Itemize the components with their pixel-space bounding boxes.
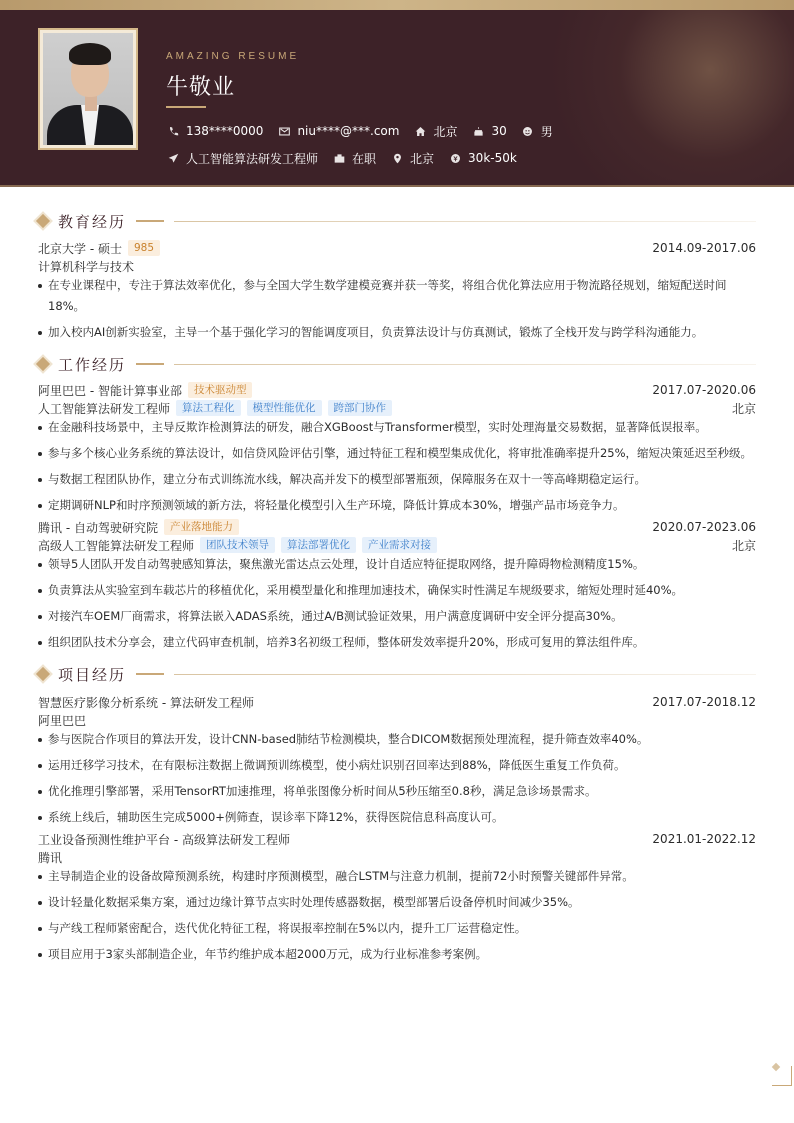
target-city-item: [390, 150, 434, 167]
list-item: 参与多个核心业务系统的算法设计，如信贷风险评估引擎，通过特征工程和模型集成优化，将审批准确率提升25%，缩短决策延迟至秒级。: [38, 443, 756, 464]
title-long-rule: [174, 674, 756, 675]
resume-header: [0, 10, 794, 187]
work-sub: [38, 536, 756, 554]
project-head: [38, 830, 756, 848]
brand-label: AMAZING RESUME: [166, 51, 300, 62]
work-date: 2020.07-2023.06: [652, 520, 756, 534]
list-item: 领导5人团队开发自动驾驶感知算法，聚焦激光雷达点云处理，设计自适应特征提取网络，提升障碍物检测精度15%。: [38, 554, 756, 575]
list-item: 组织团队技术分享会，建立代码审查机制，培养3名初级工程师，整体研发效率提升20%，形成可复用的算法组件库。: [38, 632, 756, 653]
diamond-icon: [36, 357, 50, 371]
work-location: 北京: [731, 401, 756, 416]
list-item: 在金融科技场景中，主导反欺诈检测算法的研发，融合XGBoost与Transformer模型，实时处理海量交易数据，显著降低误报率。: [38, 417, 756, 438]
list-item: 项目应用于3家头部制造企业，年节约维护成本超2000万元，成为行业标准参考案例。: [38, 944, 756, 965]
role-tag: 产业需求对接: [362, 537, 437, 553]
title-short-rule: [136, 220, 164, 222]
project-bullets: [38, 729, 756, 828]
section-title-text: 教育经历: [58, 212, 127, 231]
job-role: 人工智能算法研发工程师: [38, 401, 171, 416]
list-item: 负责算法从实验室到车载芯片的移植优化，采用模型量化和推理加速技术，确保实时性满足车规级要求，缩短处理时延40%。: [38, 580, 756, 601]
education-sub: [38, 257, 756, 275]
section-title-text: 工作经历: [58, 355, 127, 374]
list-item: 与数据工程团队协作，建立分布式训练流水线，解决高并发下的模型部署瓶颈，保障服务在双十一等高峰期稳定运行。: [38, 469, 756, 490]
role-tag: 模型性能优化: [247, 400, 322, 416]
project-sub: [38, 711, 756, 729]
section-projects-title: [38, 659, 756, 689]
email-item: [277, 124, 399, 138]
diamond-icon: [36, 214, 50, 228]
list-item: 加入校内AI创新实验室，主导一个基于强化学习的智能调度项目，负责算法设计与仿真测试，锻炼了全栈开发与跨学科沟通能力。: [38, 322, 756, 343]
location-icon: [390, 151, 404, 165]
work-bullets: [38, 417, 756, 516]
education-entry: [38, 239, 756, 343]
education-bullets: [38, 275, 756, 343]
email-text: niu****@***.com: [297, 124, 400, 138]
gender-item: [521, 123, 553, 140]
target-role-text: 人工智能算法研发工程师: [186, 151, 319, 166]
work-head: [38, 518, 756, 536]
work-date: 2017.07-2020.06: [652, 383, 756, 397]
education-head: [38, 239, 756, 257]
list-item: 定期调研NLP和时序预测领域的新方法，将轻量化模型引入生产环境，降低计算成本30%，增强产品市场竞争力。: [38, 495, 756, 516]
list-item: 参与医院合作项目的算法开发，设计CNN-based肺结节检测模块，整合DICOM数据预处理流程，提升筛查效率40%。: [38, 729, 756, 750]
school-degree: 北京大学 - 硕士: [38, 241, 122, 256]
project-bullets: [38, 866, 756, 965]
resume-body: [38, 200, 756, 970]
status-icon: [332, 151, 346, 165]
company-name: 腾讯 - 自动驾驶研究院: [38, 520, 158, 535]
list-item: 设计轻量化数据采集方案，通过边缘计算节点实时处理传感器数据，模型部署后设备停机时间减少35%。: [38, 892, 756, 913]
profile-photo: [43, 33, 133, 145]
section-title-text: 项目经历: [58, 665, 127, 684]
header-divider: [0, 185, 794, 187]
city-text: 北京: [433, 124, 458, 139]
title-long-rule: [174, 221, 756, 222]
project-name: 智慧医疗影像分析系统 - 算法研发工程师: [38, 695, 254, 710]
name-underline: [166, 106, 206, 108]
work-sub: [38, 399, 756, 417]
mail-icon: [277, 124, 291, 138]
work-entry: [38, 381, 756, 516]
salary-text: 30k-50k: [468, 151, 517, 165]
section-work-title: [38, 349, 756, 379]
job-role: 高级人工智能算法研发工程师: [38, 538, 195, 553]
target-role-item: [166, 150, 318, 167]
title-short-rule: [136, 363, 164, 365]
list-item: 系统上线后，辅助医生完成5000+例筛查，误诊率下降12%，获得医院信息科高度认可。: [38, 807, 756, 828]
major: 计算机科学与技术: [38, 259, 135, 274]
list-item: 在专业课程中，专注于算法效率优化，参与全国大学生数学建模竞赛并获一等奖，将组合优化算法应用于物流路径规划，缩短配送时间18%。: [38, 275, 756, 317]
education-date: 2014.09-2017.06: [652, 241, 756, 255]
gender-icon: [521, 124, 535, 138]
salary-icon: [448, 151, 462, 165]
home-icon: [413, 124, 427, 138]
work-head: [38, 381, 756, 399]
salary-item: [448, 151, 517, 165]
list-item: 与产线工程师紧密配合，迭代优化特征工程，将误报率控制在5%以内，提升工厂运营稳定性。: [38, 918, 756, 939]
status-text: 在职: [352, 151, 377, 166]
target-city-text: 北京: [410, 151, 435, 166]
contact-row: [166, 122, 567, 140]
company-tag: 技术驱动型: [188, 382, 253, 398]
list-item: 对接汽车OEM厂商需求，将算法嵌入ADAS系统，通过A/B测试验证效果，用户满意度调研中安全评分提高30%。: [38, 606, 756, 627]
profile-photo-frame: [38, 28, 138, 150]
work-bullets: [38, 554, 756, 653]
send-icon: [166, 151, 180, 165]
role-tag: 算法工程化: [176, 400, 241, 416]
role-tag: 算法部署优化: [281, 537, 356, 553]
project-head: [38, 693, 756, 711]
job-intent-row: [166, 149, 531, 167]
role-tag: 跨部门协作: [328, 400, 393, 416]
project-sub: [38, 848, 756, 866]
project-org: 腾讯: [38, 850, 63, 865]
work-location: 北京: [731, 538, 756, 553]
age-item: [471, 124, 506, 138]
project-entry: [38, 693, 756, 828]
status-item: [332, 150, 376, 167]
diamond-icon: [36, 667, 50, 681]
company-name: 阿里巴巴 - 智能计算事业部: [38, 383, 182, 398]
gender-text: 男: [540, 124, 553, 139]
city-item: [413, 123, 457, 140]
title-long-rule: [174, 364, 756, 365]
list-item: 主导制造企业的设备故障预测系统，构建时序预测模型，融合LSTM与注意力机制，提前72小时预警关键部件异常。: [38, 866, 756, 887]
work-entry: [38, 518, 756, 653]
top-accent-bar: [0, 0, 794, 10]
list-item: 运用迁移学习技术，在有限标注数据上微调预训练模型，使小病灶识别召回率达到88%，降低医生重复工作负荷。: [38, 755, 756, 776]
title-short-rule: [136, 673, 164, 675]
candidate-name: 牛敬业: [166, 75, 236, 100]
role-tag: 团队技术领导: [200, 537, 275, 553]
project-name: 工业设备预测性维护平台 - 高级算法研发工程师: [38, 832, 290, 847]
project-date: 2017.07-2018.12: [652, 695, 756, 709]
phone-item: [166, 124, 263, 138]
project-entry: [38, 830, 756, 965]
company-tag: 产业落地能力: [164, 519, 239, 535]
section-education-title: [38, 206, 756, 236]
phone-icon: [166, 124, 180, 138]
phone-text: 138****0000: [186, 124, 264, 138]
project-org: 阿里巴巴: [38, 713, 87, 728]
age-text: 30: [491, 124, 507, 138]
project-date: 2021.01-2022.12: [652, 832, 756, 846]
school-tag: 985: [128, 240, 160, 256]
cake-icon: [471, 124, 485, 138]
list-item: 优化推理引擎部署，采用TensorRT加速推理，将单张图像分析时间从5秒压缩至0.8秒，满足急诊场景需求。: [38, 781, 756, 802]
